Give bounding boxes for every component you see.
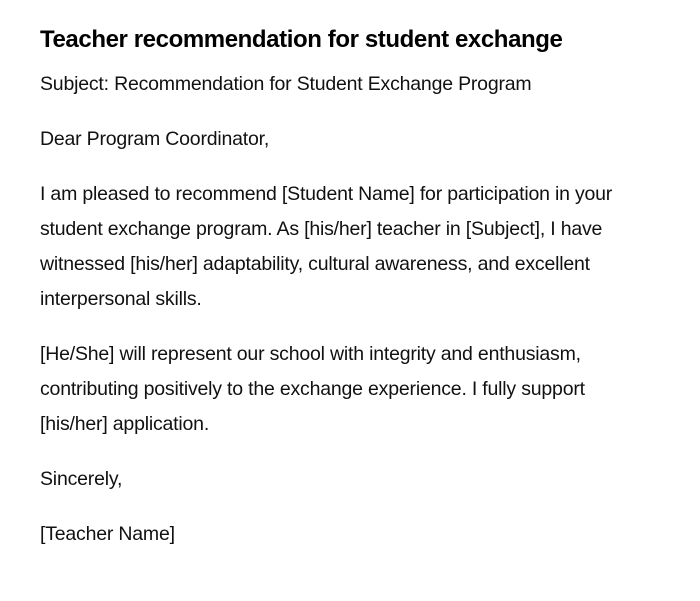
document-title: Teacher recommendation for student exchange [40, 26, 563, 53]
subject-line: Subject: Recommendation for Student Exchange Program [40, 73, 532, 95]
salutation: Dear Program Coordinator, [40, 128, 270, 150]
letter-document [40, 22, 640, 572]
closing: Sincerely, [40, 468, 123, 490]
signature: [Teacher Name] [40, 523, 175, 545]
body-paragraph-2: [He/She] will represent our school with integrity and enthusiasm, contributing positively to the exchange experience. I fully support [his/her] application. [40, 343, 585, 435]
body-paragraph-1: I am pleased to recommend [Student Name] for participation in your student exchange program. As [his/her] teacher in [Subject], I have witnessed [his/her] adaptability, cultural awareness, and excellent interpersonal skills. [40, 183, 613, 310]
